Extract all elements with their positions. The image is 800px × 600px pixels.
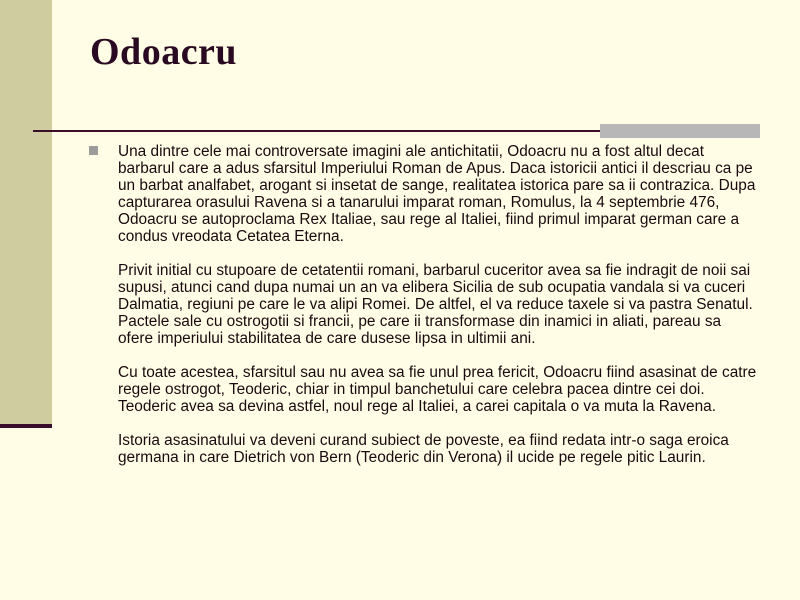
slide-body [118,143,758,483]
slide-title: Odoacru [90,31,238,73]
body-paragraph-1: Una dintre cele mai controversate imagini ale antichitatii, Odoacru nu a fost altul decat barbarul care a adus sfarsitul Imperiului Roman de Apus. Daca istoricii antici il descriau ca pe un barbat analfabet, arogant si insetat de sange, realitatea istorica pare sa ii contrazica. Dupa capturarea orasului Ravena si a tanarului imparat roman, Romulus, la 4 septembrie 476, Odoacru se autoproclama Rex Italiae, sau rege al Italiei, fiind primul imparat german care a condus vreodata Cetatea Eterna. [118,143,756,245]
body-paragraph-2: Privit initial cu stupoare de cetatentii romani, barbarul cuceritor avea sa fie indragit de noii sai supusi, atunci cand dupa numai un an va elibera Sicilia de sub ocupatia vandala si va cuceri Dalmatia, regiuni pe care le va alipi Romei. De altfel, el va reduce taxele si va pastra Senatul. Pactele sale cu ostrogotii si francii, pe care ii transformase din inamici in aliati, pareau sa ofere imperiului stabilitatea de care dusese lipsa in ultimii ani. [118,262,753,347]
body-paragraph-4: Istoria asasinatului va deveni curand subiect de poveste, ea fiind redata intr-o saga eroica germana in care Dietrich von Bern (Teoderic din Verona) il ucide pe regele pitic Laurin. [118,432,729,466]
body-paragraph-3: Cu toate acestea, sfarsitul sau nu avea sa fie unul prea fericit, Odoacru fiind asasinat de catre regele ostrogot, Teoderic, chiar in timpul banchetului care celebra pacea dintre cei doi. Teoderic avea sa devina astfel, noul rege al Italiei, a carei capitala o va muta la Ravena. [118,364,757,415]
square-bullet-icon [89,146,98,155]
decorative-gray-bar [600,124,760,138]
left-band-underline [0,424,52,428]
left-decorative-band [0,0,52,426]
